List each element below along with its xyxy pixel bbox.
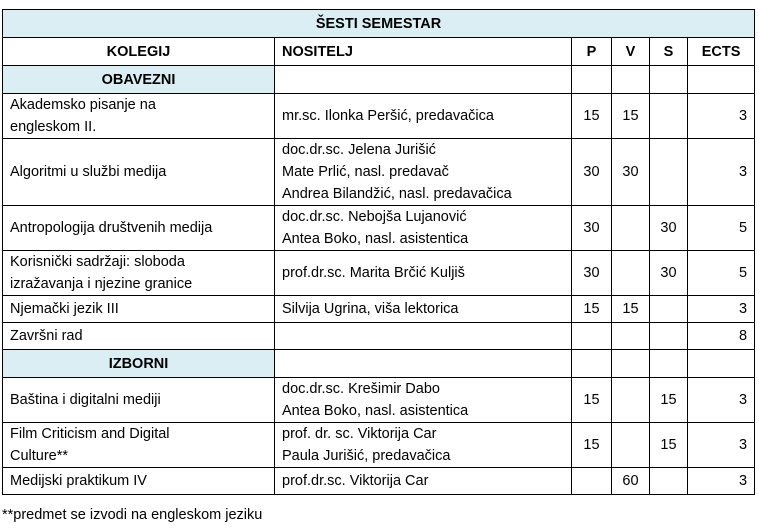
table-row: [3, 378, 755, 423]
s-hours-cell: [650, 468, 688, 495]
header-lecturer: NOSITELJ: [275, 38, 572, 66]
s-hours-cell: 15: [650, 378, 688, 423]
lecturer-name-line: doc.dr.sc. Jelena Jurišić: [282, 142, 436, 158]
header-course: KOLEGIJ: [3, 38, 275, 66]
section-elective-row: [3, 350, 755, 378]
lecturer-name-line: prof. dr. sc. Viktorija Car: [282, 426, 437, 442]
ects-hours-cell: 5: [688, 206, 755, 251]
p-hours-cell: [572, 323, 612, 350]
ects-hours-cell: 8: [688, 323, 755, 350]
empty-cell: [650, 350, 688, 378]
section-mandatory-row: [3, 66, 755, 94]
course-cell: [3, 468, 275, 495]
table-row: [3, 251, 755, 296]
lecturer-cell: [275, 139, 572, 206]
s-hours-cell: [650, 296, 688, 323]
p-hours-cell: 15: [572, 423, 612, 468]
table-row: [3, 296, 755, 323]
lecturer-name-line: prof.dr.sc. Viktorija Car: [282, 473, 429, 489]
course-cell: [3, 251, 275, 296]
ects-hours-cell: 5: [688, 251, 755, 296]
course-name-line: Antropologija društvenih medija: [10, 220, 213, 236]
lecturer-cell: [275, 423, 572, 468]
empty-cell: [275, 350, 572, 378]
ects-hours-cell: 3: [688, 94, 755, 139]
p-hours-cell: 15: [572, 296, 612, 323]
lecturer-cell: [275, 251, 572, 296]
v-hours-cell: [612, 206, 650, 251]
header-s: S: [650, 38, 688, 66]
course-name-line: Culture**: [10, 448, 69, 464]
course-cell: [3, 139, 275, 206]
course-name-line: Algoritmi u službi medija: [10, 164, 167, 180]
empty-cell: [688, 350, 755, 378]
empty-cell: [612, 66, 650, 94]
lecturer-cell: [275, 94, 572, 139]
p-hours-cell: 30: [572, 206, 612, 251]
table-row: [3, 94, 755, 139]
section-mandatory-label: OBAVEZNI: [3, 66, 275, 94]
semester-table: [2, 9, 755, 495]
empty-cell: [572, 350, 612, 378]
p-hours-cell: [572, 468, 612, 495]
p-hours-cell: 30: [572, 251, 612, 296]
lecturer-name-line: doc.dr.sc. Nebojša Lujanović: [282, 209, 467, 225]
lecturer-name-line: Andrea Bilandžić, nasl. predavačica: [282, 186, 512, 202]
empty-cell: [572, 66, 612, 94]
course-name-line: Film Criticism and Digital: [10, 426, 170, 442]
course-name-line: Baština i digitalni mediji: [10, 392, 161, 408]
lecturer-cell: [275, 206, 572, 251]
header-row: [3, 38, 755, 66]
lecturer-name-line: Antea Boko, nasl. asistentica: [282, 403, 469, 419]
course-name-line: engleskom II.: [10, 119, 97, 135]
lecturer-name-line: prof.dr.sc. Marita Brčić Kuljiš: [282, 265, 465, 281]
table-row: [3, 323, 755, 350]
course-name-line: Njemački jezik III: [10, 301, 119, 317]
empty-cell: [650, 66, 688, 94]
empty-cell: [275, 66, 572, 94]
course-name-line: Korisnički sadržaji: sloboda: [10, 254, 185, 270]
table-row: [3, 423, 755, 468]
ects-hours-cell: 3: [688, 378, 755, 423]
s-hours-cell: 30: [650, 206, 688, 251]
table-row: [3, 206, 755, 251]
course-name-line: Akademsko pisanje na: [10, 97, 156, 113]
header-ects: ECTS: [688, 38, 755, 66]
course-cell: [3, 206, 275, 251]
lecturer-name-line: mr.sc. Ilonka Peršić, predavačica: [282, 108, 494, 124]
lecturer-cell: [275, 296, 572, 323]
empty-cell: [688, 66, 755, 94]
ects-hours-cell: 3: [688, 139, 755, 206]
v-hours-cell: 15: [612, 296, 650, 323]
lecturer-name-line: doc.dr.sc. Krešimir Dabo: [282, 381, 440, 397]
course-cell: [3, 423, 275, 468]
s-hours-cell: [650, 94, 688, 139]
v-hours-cell: [612, 378, 650, 423]
header-p: P: [572, 38, 612, 66]
course-name-line: Medijski praktikum IV: [10, 473, 147, 489]
ects-hours-cell: 3: [688, 468, 755, 495]
course-cell: [3, 296, 275, 323]
empty-cell: [612, 350, 650, 378]
lecturer-cell: [275, 378, 572, 423]
semester-title: ŠESTI SEMESTAR: [3, 10, 755, 38]
header-v: V: [612, 38, 650, 66]
v-hours-cell: [612, 251, 650, 296]
v-hours-cell: [612, 423, 650, 468]
lecturer-name-line: Antea Boko, nasl. asistentica: [282, 231, 469, 247]
ects-hours-cell: 3: [688, 423, 755, 468]
s-hours-cell: [650, 139, 688, 206]
s-hours-cell: 30: [650, 251, 688, 296]
s-hours-cell: 15: [650, 423, 688, 468]
lecturer-name-line: Paula Jurišić, predavačica: [282, 448, 451, 464]
section-elective-label: IZBORNI: [3, 350, 275, 378]
course-cell: [3, 378, 275, 423]
lecturer-name-line: Silvija Ugrina, viša lektorica: [282, 301, 459, 317]
v-hours-cell: [612, 323, 650, 350]
p-hours-cell: 15: [572, 378, 612, 423]
ects-hours-cell: 3: [688, 296, 755, 323]
course-cell: [3, 94, 275, 139]
lecturer-name-line: Mate Prlić, nasl. predavač: [282, 164, 449, 180]
footnote: **predmet se izvodi na engleskom jeziku: [2, 507, 263, 523]
p-hours-cell: 30: [572, 139, 612, 206]
p-hours-cell: 15: [572, 94, 612, 139]
table-row: [3, 139, 755, 206]
v-hours-cell: 15: [612, 94, 650, 139]
lecturer-cell: [275, 468, 572, 495]
v-hours-cell: 30: [612, 139, 650, 206]
course-name-line: Završni rad: [10, 328, 83, 344]
lecturer-cell: [275, 323, 572, 350]
v-hours-cell: 60: [612, 468, 650, 495]
course-cell: [3, 323, 275, 350]
course-name-line: izražavanja i njezine granice: [10, 276, 193, 292]
table-row: [3, 468, 755, 495]
s-hours-cell: [650, 323, 688, 350]
